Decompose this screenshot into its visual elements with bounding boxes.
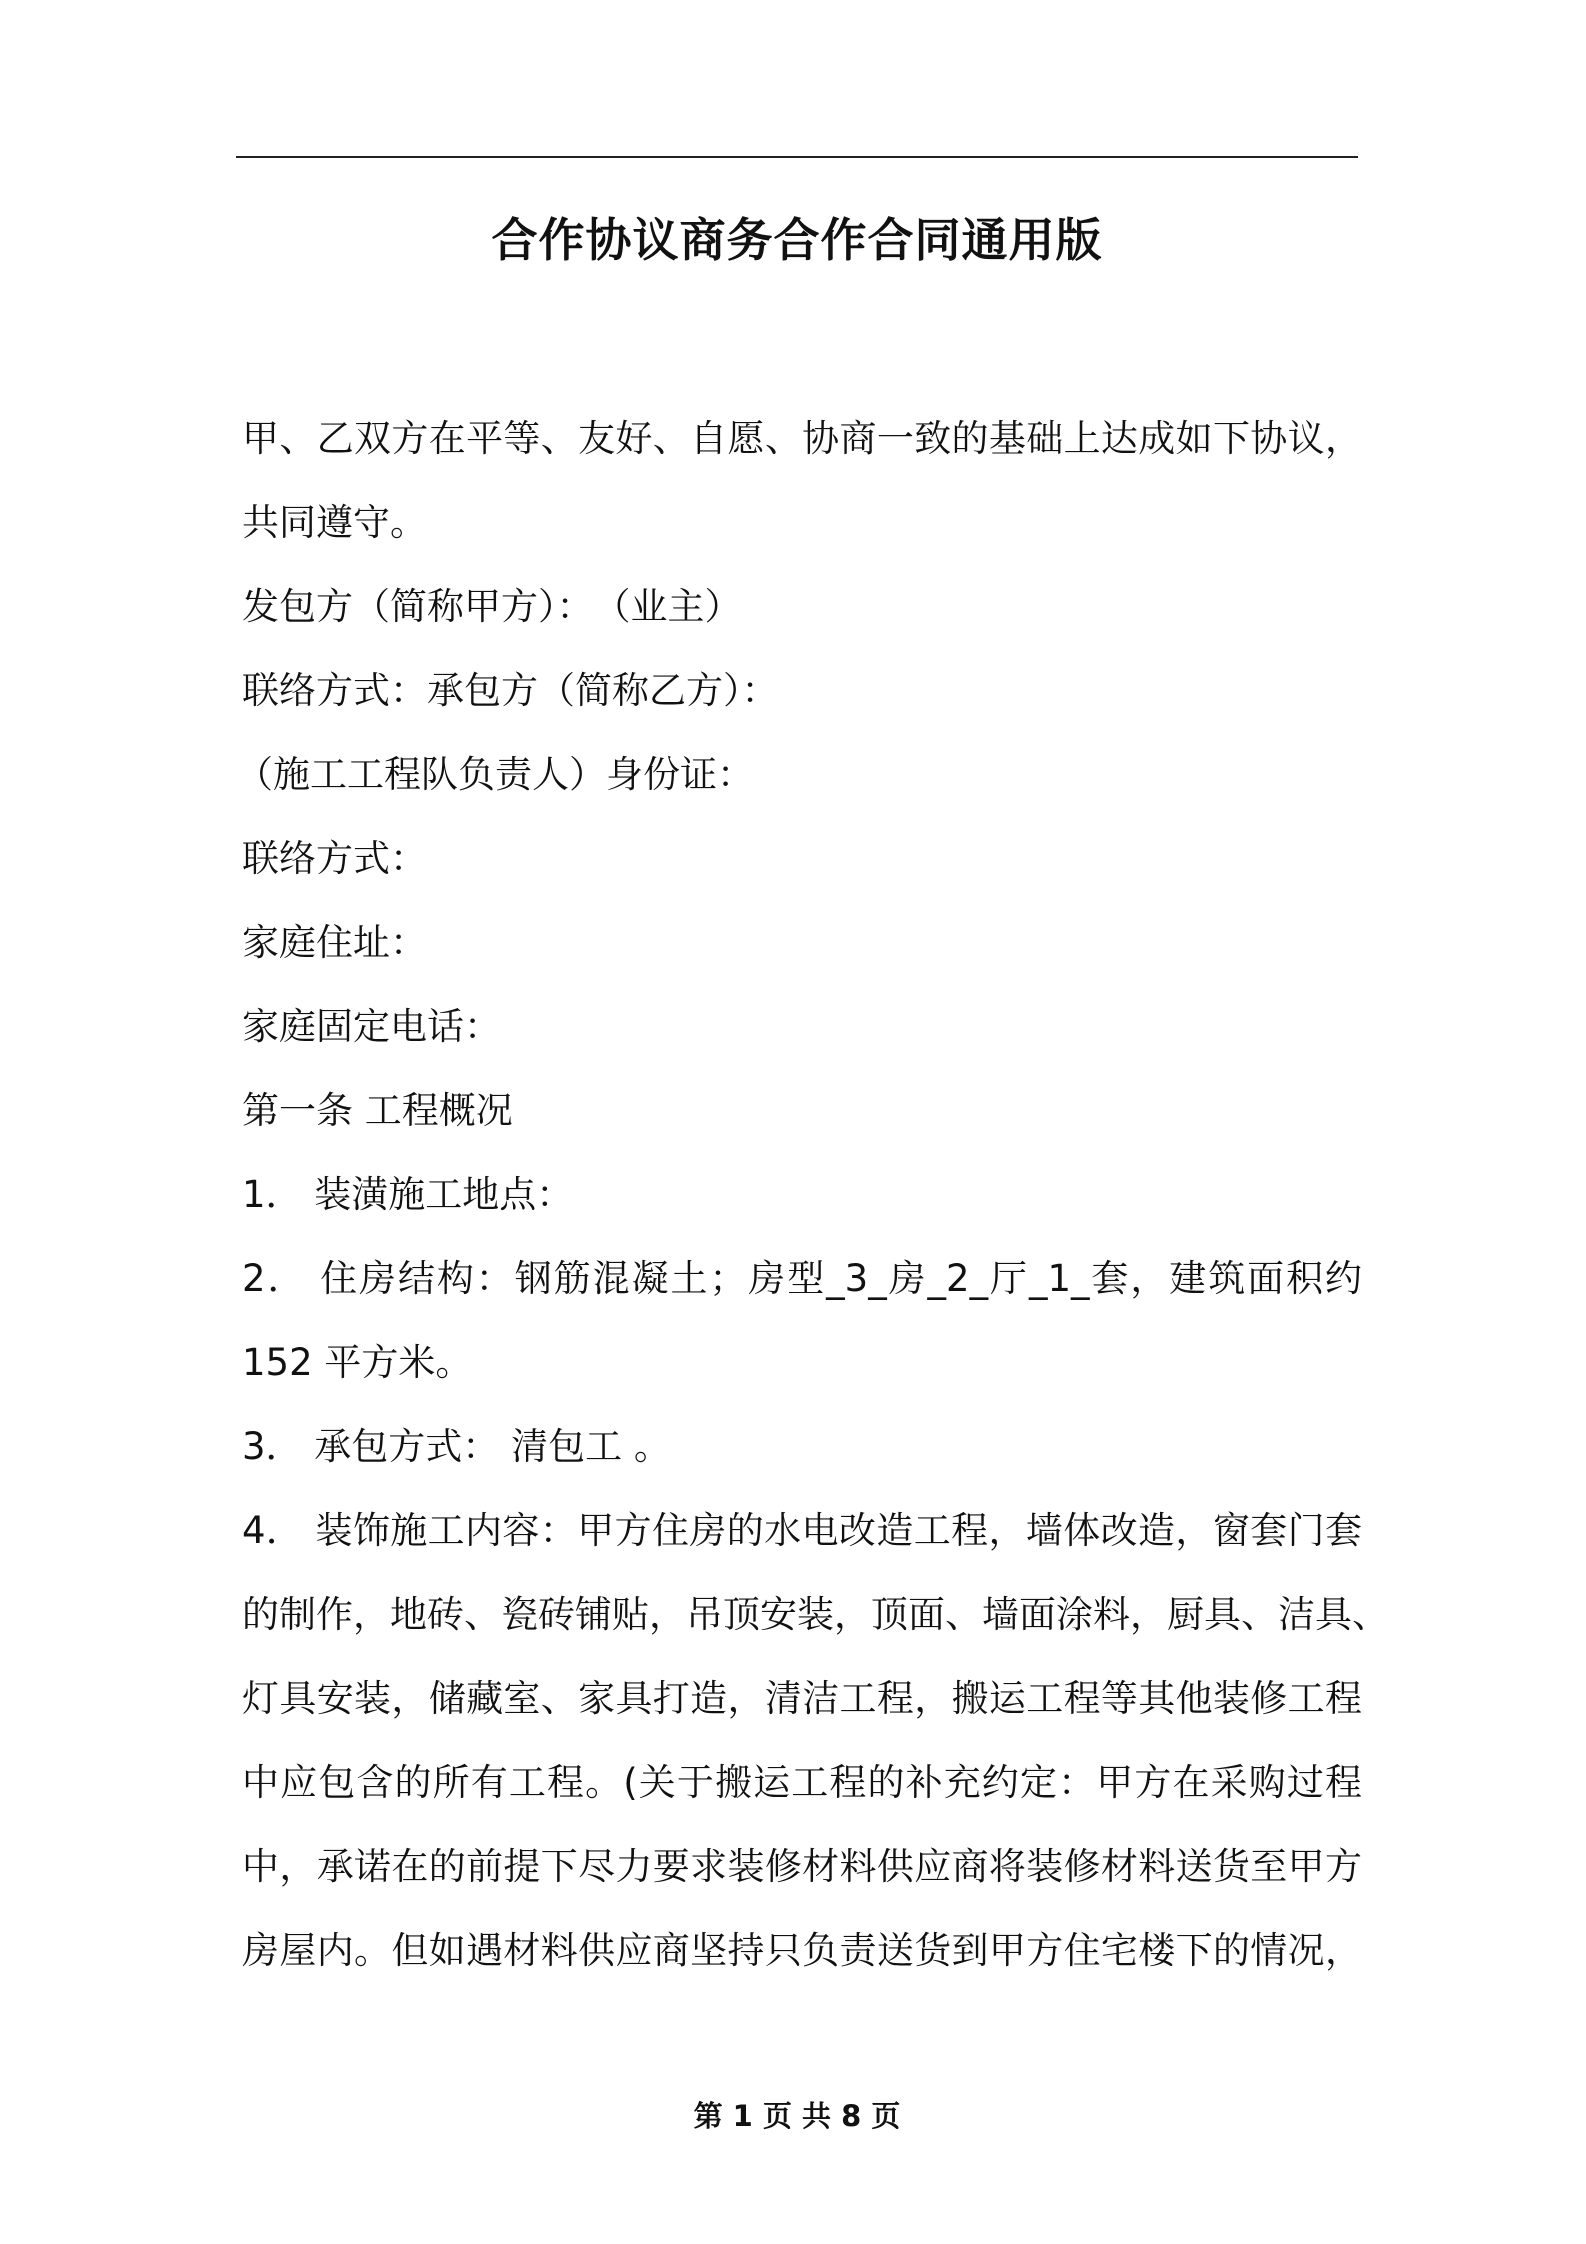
- list-item: 2． 住房结构：钢筋混凝土；房型_3_房_2_厅_1_套，建筑面积约: [242, 1257, 1362, 1300]
- page-footer: 第 1 页 共 8 页: [693, 2099, 901, 2133]
- body-line: 灯具安装，储藏室、家具打造，清洁工程，搬运工程等其他装修工程: [242, 1677, 1362, 1720]
- list-item: 3． 承包方式： 清包工 。: [242, 1425, 671, 1468]
- body-line: 的制作，地砖、瓷砖铺贴，吊顶安装，顶面、墙面涂料，厨具、洁具、: [242, 1593, 1389, 1636]
- body-line: （施工工程队负责人）身份证：: [236, 753, 754, 796]
- body-line: 152 平方米。: [242, 1341, 473, 1384]
- body-line: 房屋内。但如遇材料供应商坚持只负责送货到甲方住宅楼下的情况，: [242, 1929, 1362, 1972]
- body-line: 发包方（简称甲方）： （业主）: [242, 585, 742, 628]
- body-line: 家庭固定电话：: [242, 1005, 501, 1048]
- body-line: 甲、乙双方在平等、友好、自愿、协商一致的基础上达成如下协议，: [242, 417, 1362, 460]
- list-item: 4． 装饰施工内容：甲方住房的水电改造工程，墙体改造，窗套门套: [242, 1509, 1362, 1552]
- body-line: 家庭住址：: [242, 921, 427, 964]
- document-title: 合作协议商务合作合同通用版: [491, 213, 1103, 267]
- body-line: 共同遵守。: [242, 501, 427, 544]
- list-item: 1． 装潢施工地点：: [242, 1173, 574, 1216]
- body-line: 联络方式：承包方（简称乙方）：: [242, 669, 779, 712]
- section-heading: 第一条 工程概况: [242, 1089, 513, 1132]
- header-rule: [236, 156, 1358, 158]
- body-line: 中，承诺在的前提下尽力要求装修材料供应商将装修材料送货至甲方: [242, 1845, 1362, 1888]
- body-line: 中应包含的所有工程。(关于搬运工程的补充约定：甲方在采购过程: [242, 1761, 1362, 1804]
- body-line: 联络方式：: [242, 837, 427, 880]
